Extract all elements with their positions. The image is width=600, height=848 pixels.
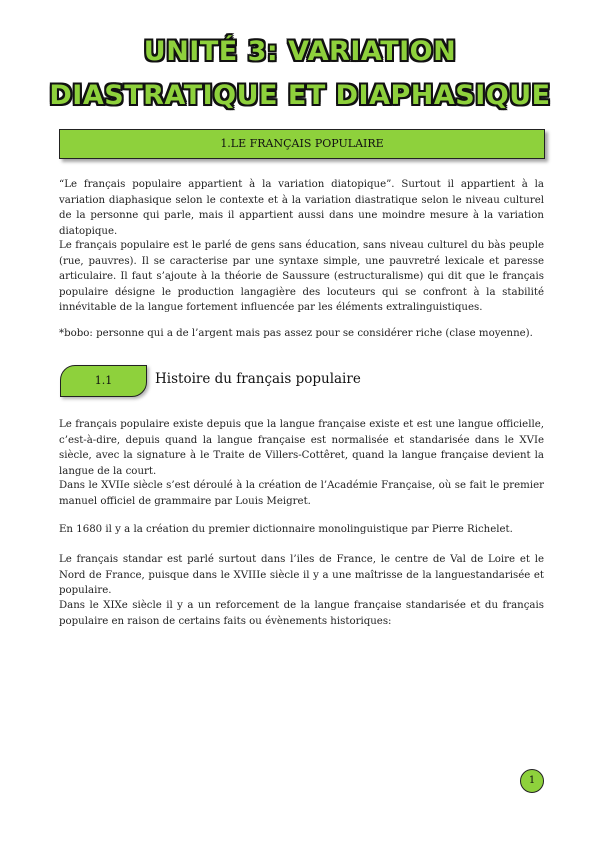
page-number-badge: 1 — [520, 769, 544, 793]
page-title: UNITÉ 3: VARIATION DIASTRATIQUE ET DIAPHASIQUE — [49, 36, 551, 111]
paragraph-history-5: Dans le XIXe siècle il y a un reforcement de la langue française standarisée et du français populaire en raison de certains faits ou évènements historiques: — [59, 600, 544, 627]
paragraph-intro-2: Le français populaire est le parlé de gens sans éducation, sans niveau culturel du bàs peuple (rue, pauvres). Il se caracterise par une syntaxe simple, une pauvretré lexicale et paresse articulaire. Il faut s’ajoute à la théorie de Saussure (estructuralisme) qui dit que le français populaire désigne le production langagière des locuteurs qui se confront à la stabilité innévitable de la langue fortement influencée par les éléments extralinguistiques. — [59, 240, 544, 314]
paragraph-history-4: Le français standar est parlé surtout dans l’iles de France, le centre de Val de Loire et le Nord de France, puisque dans le XVIIIe siècle il y a une maîtrisse de la languestandarisée et populaire. — [59, 554, 544, 597]
paragraph-intro-1: “Le français populaire appartient à la variation diatopique”. Surtout il appartient à la variation diaphasique selon le contexte et à la variation diastratique selon le niveau culturel de la personne qui parle, mais il appartient aussi dans une moindre mesure à la variation diatopique. — [59, 179, 544, 237]
subsection-title: Histoire du français populaire — [155, 371, 361, 387]
subsection-number-pill: 1.1 — [60, 365, 147, 397]
paragraph-history-1: Le français populaire existe depuis que la langue française existe et est une langue officielle, c’est-à-dire, depuis quand la langue française est normalisée et standarisée dans le XVIe siècle, avec la signature à le Traite de Villers-Cottêret, quand la langue française devient la langue de la court. — [59, 419, 544, 477]
section-heading: 1.LE FRANÇAIS POPULAIRE — [59, 129, 545, 159]
paragraph-history-3: En 1680 il y a la création du premier dictionnaire monolinguistique par Pierre Richelet. — [59, 524, 513, 535]
paragraph-history-2: Dans le XVIIe siècle s’est déroulé à la création de l’Académie Française, où se fait le premier manuel officiel de grammaire par Louis Meigret. — [59, 480, 544, 507]
paragraph-footnote-bobo: *bobo: personne qui a de l’argent mais pas assez pour se considérer riche (clase moyenne). — [59, 328, 533, 339]
